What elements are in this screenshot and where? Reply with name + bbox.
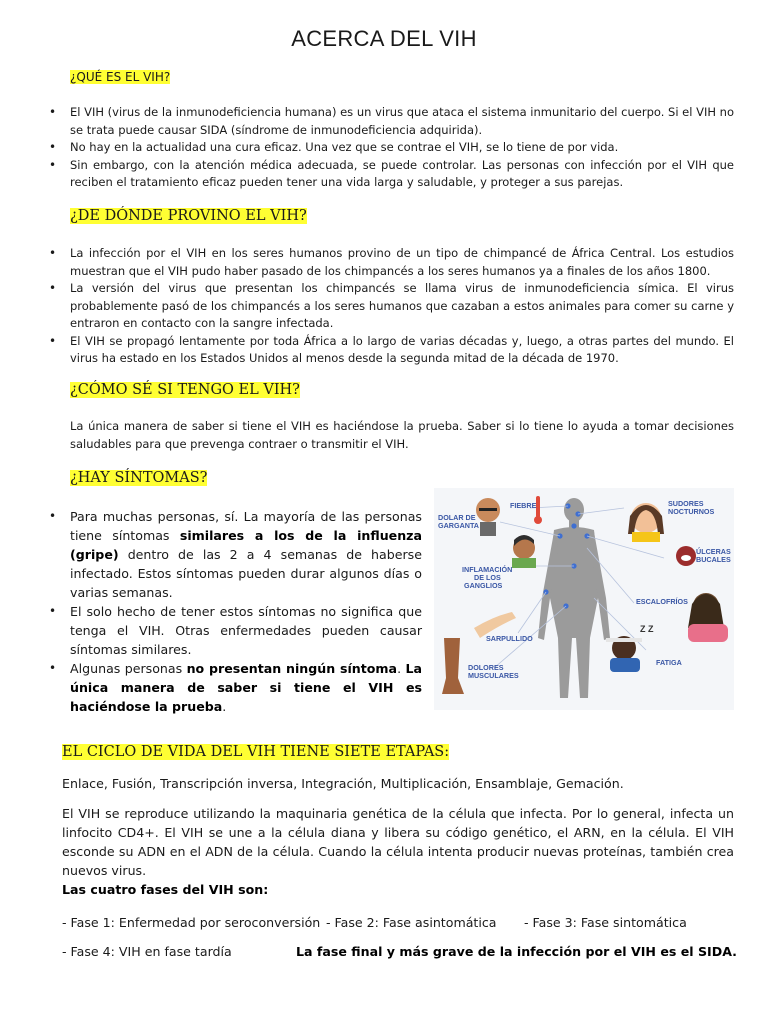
svg-text:FIEBRE: FIEBRE xyxy=(510,501,537,510)
mouth-ulcers-icon xyxy=(676,546,696,566)
bullets-donde xyxy=(70,245,734,368)
svg-text:SUDORES: SUDORES xyxy=(668,499,704,508)
bullets-que-es xyxy=(70,104,734,192)
heading-sintomas: ¿HAY SÍNTOMAS? xyxy=(70,470,208,486)
list-item: • El solo hecho de tener estos síntomas no significa que tenga el VIH. Otras enfermedades pueden causar síntomas similares. xyxy=(70,602,422,659)
bullets-sintomas xyxy=(70,507,422,716)
svg-text:DE LOS: DE LOS xyxy=(474,573,501,582)
list-item: • Sin embargo, con la atención médica adecuada, se puede controlar. Las personas con infección por el VIH que reciben el tratamiento eficaz pueden tener una vida larga y saludable, y proteger a sus parejas. xyxy=(70,157,734,192)
svg-text:GANGLIOS: GANGLIOS xyxy=(464,581,503,590)
swollen-glands-person-icon xyxy=(512,535,536,568)
phase-4: - Fase 4: VIH en fase tardía xyxy=(62,944,232,959)
final-phase-note: La fase final y más grave de la infección por el VIH es el SIDA. xyxy=(296,944,737,959)
symptoms-infographic xyxy=(434,488,734,710)
list-item: • El VIH se propagó lentamente por toda África a lo largo de varias décadas y, luego, a otras partes del mundo. El virus ha estado en los Estados Unidos al menos desde la segunda mitad de la década de 1970. xyxy=(70,333,734,368)
svg-text:BUCALES: BUCALES xyxy=(696,555,731,564)
heading-como: ¿CÓMO SÉ SI TENGO EL VIH? xyxy=(70,382,300,398)
svg-text:DOLORES: DOLORES xyxy=(468,663,504,672)
svg-text:INFLAMACIÓN: INFLAMACIÓN xyxy=(462,565,513,574)
list-item: • La versión del virus que presentan los chimpancés se llama virus de inmunodeficiencia símica. El virus probablemente pasó de los chimpancés a los seres humanos que cazaban a estos animales para comer su carne y entraron en contacto con la sangre infectada. xyxy=(70,280,734,333)
list-item: • No hay en la actualidad una cura eficaz. Una vez que se contrae el VIH, se lo tiene de por vida. xyxy=(70,139,734,157)
svg-text:GARGANTA: GARGANTA xyxy=(438,521,479,530)
list-item: • Para muchas personas, sí. La mayoría de las personas tiene síntomas similares a los de la influenza (gripe) dentro de las 2 a 4 semanas de haberse infectado. Estos síntomas pueden durar algunos días o varias semanas. xyxy=(70,507,422,602)
svg-text:SARPULLIDO: SARPULLIDO xyxy=(486,634,533,643)
list-item: • La infección por el VIH en los seres humanos provino de un tipo de chimpancé de África Central. Los estudios muestran que el VIH pudo haber pasado de los chimpancés a los seres humanos ya a finales de los años 1800. xyxy=(70,245,734,280)
page-title: ACERCA DEL VIH xyxy=(291,26,477,51)
cycle-stages: Enlace, Fusión, Transcripción inversa, Integración, Multiplicación, Ensamblaje, Gemación. xyxy=(62,776,624,791)
svg-text:Z Z: Z Z xyxy=(640,624,654,634)
phases-heading: Las cuatro fases del VIH son: xyxy=(62,882,269,897)
phase-2: - Fase 2: Fase asintomática xyxy=(326,915,497,930)
list-item: • El VIH (virus de la inmunodeficiencia humana) es un virus que ataca el sistema inmunitario del cuerpo. Si el VIH no se trata puede causar SIDA (síndrome de inmunodeficiencia adquirida). xyxy=(70,104,734,139)
heading-que-es: ¿QUÉ ES EL VIH? xyxy=(70,70,171,84)
heading-donde: ¿DE DÓNDE PROVINO EL VIH? xyxy=(70,208,307,224)
svg-text:NOCTURNOS: NOCTURNOS xyxy=(668,507,715,516)
phase-1: - Fase 1: Enfermedad por seroconversión xyxy=(62,915,321,930)
svg-text:ESCALOFRÍOS: ESCALOFRÍOS xyxy=(636,597,688,606)
svg-text:FATIGA: FATIGA xyxy=(656,658,682,667)
phase-3: - Fase 3: Fase sintomática xyxy=(524,915,687,930)
list-item: • Algunas personas no presentan ningún síntoma. La única manera de saber si tiene el VIH es haciéndose la prueba. xyxy=(70,659,422,716)
como-text: La única manera de saber si tiene el VIH es haciéndose la prueba. Saber si lo tiene lo ayuda a tomar decisiones saludables para que prevenga contraer o transmitir el VIH. xyxy=(70,419,734,451)
heading-ciclo: EL CICLO DE VIDA DEL VIH TIENE SIETE ETAPAS: xyxy=(62,744,450,760)
svg-text:MUSCULARES: MUSCULARES xyxy=(468,671,519,680)
svg-text:ÚLCERAS: ÚLCERAS xyxy=(696,547,731,556)
svg-text:DOLAR DE: DOLAR DE xyxy=(438,513,476,522)
cycle-text: El VIH se reproduce utilizando la maquinaria genética de la célula que infecta. Por lo general, infecta un linfocito CD4+. El VIH se une a la célula diana y libera su código genético, el ARN, en la célula. El VIH esconde su ADN en el ADN de la célula. Cuando la célula intenta producir nuevas proteínas, también crea nuevos virus. xyxy=(62,806,734,878)
